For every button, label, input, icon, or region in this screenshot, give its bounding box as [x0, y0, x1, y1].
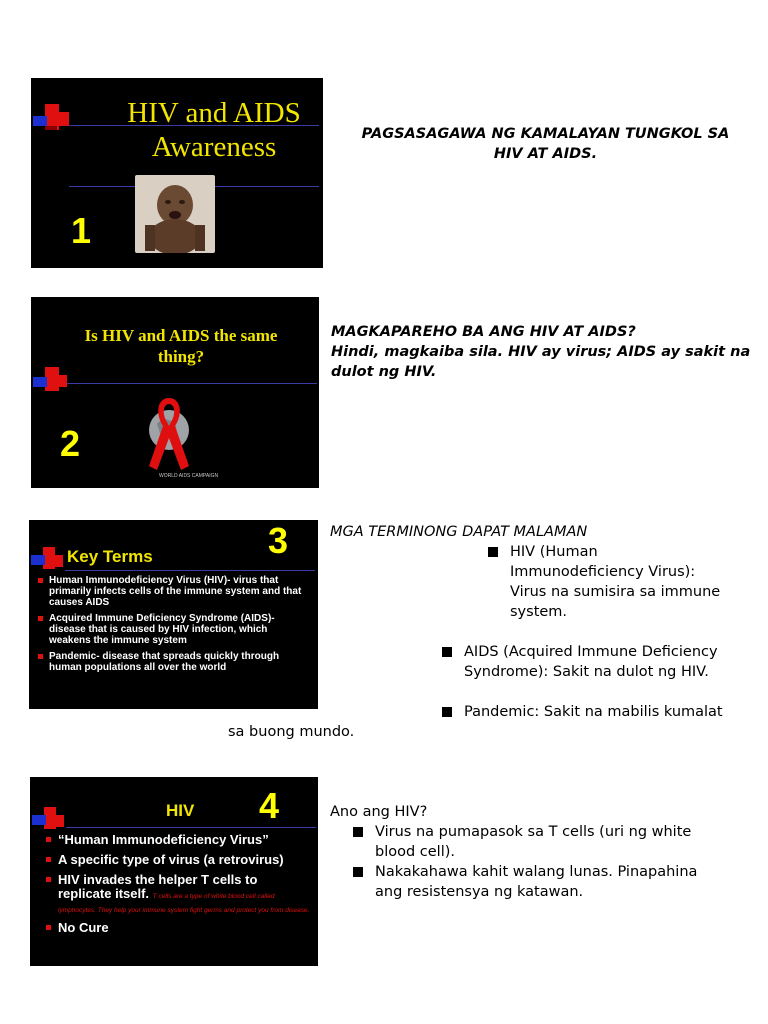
note-4-heading: Ano ang HIV? — [330, 804, 428, 820]
slide-title: HIV and AIDS Awareness — [127, 97, 301, 163]
note-3-heading: MGA TERMINONG DAPAT MALAMAN — [330, 524, 588, 540]
list-item: Human Immunodeficiency Virus (HIV)- virus that primarily infects cells of the immune system and that causes AIDS — [35, 575, 311, 608]
square-bullet-icon — [353, 867, 363, 877]
ribbon-caption: WORLD AIDS CAMPAIGN — [159, 473, 219, 479]
t-cells-note: T cells are a type of white blood cell called lymphocytes. They help your immune system fight germs and protect you from disease. — [58, 893, 310, 914]
slide-title: Key Terms — [67, 547, 153, 566]
square-bullet-icon — [488, 547, 498, 557]
square-bullet-icon — [353, 827, 363, 837]
slide-number: 1 — [71, 210, 92, 251]
list-item: No Cure — [40, 921, 314, 935]
slide-number: 3 — [268, 520, 289, 561]
red-ribbon-icon — [143, 394, 195, 474]
slide-3 — [29, 520, 318, 709]
slide-1 — [31, 78, 323, 268]
list-item: “Human Immunodeficiency Virus” — [40, 833, 314, 847]
note-3-pandemic-cont: sa buong mundo. — [228, 724, 355, 740]
slide-title: Is HIV and AIDS the same thing? — [84, 326, 278, 366]
list-item: HIV invades the helper T cells to replicate itself. T cells are a type of white blood cell called lymphocytes. They help your immune system fight germs and protect you from disease. — [40, 873, 314, 915]
slide-2 — [31, 297, 319, 488]
note-2: MAGKAPAREHO BA ANG HIV AT AIDS? Hindi, magkaiba sila. HIV ay virus; AIDS ay sakit na dulot ng HIV. — [331, 324, 751, 380]
crying-child-photo — [135, 175, 215, 253]
list-item: Acquired Immune Deficiency Syndrome (AIDS)- disease that is caused by HIV infection, which weakens the immune system — [35, 613, 311, 646]
slide-number: 2 — [60, 423, 81, 464]
slide-number: 4 — [259, 785, 280, 826]
list-item: Pandemic- disease that spreads quickly through human populations all over the world — [35, 651, 311, 673]
square-bullet-icon — [442, 647, 452, 657]
hiv-facts-list — [40, 833, 314, 941]
note-1: PAGSASAGAWA NG KAMALAYAN TUNGKOL SA HIV AT AIDS. — [361, 126, 730, 162]
slide-title: HIV — [166, 801, 195, 820]
key-terms-list — [35, 575, 311, 678]
square-bullet-icon — [442, 707, 452, 717]
list-item: A specific type of virus (a retrovirus) — [40, 853, 314, 867]
slide-4 — [30, 777, 318, 966]
